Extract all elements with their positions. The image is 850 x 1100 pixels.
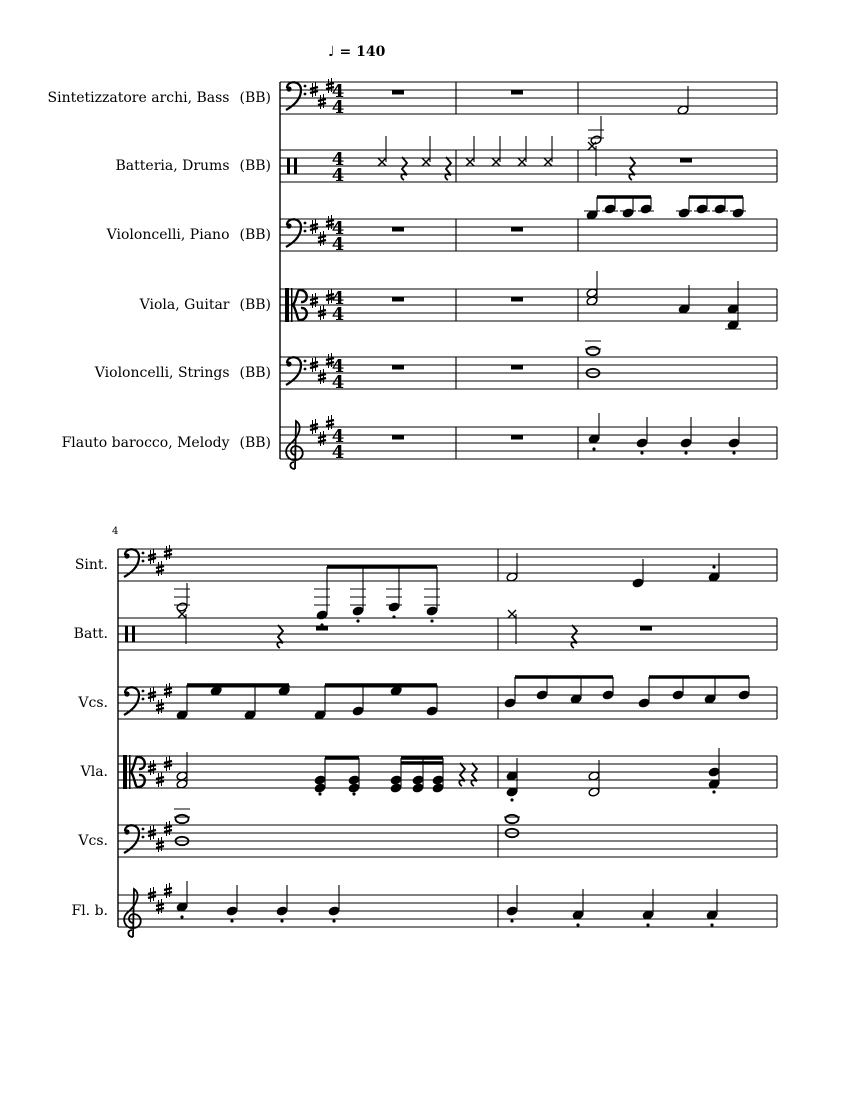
bass-clef-dot	[304, 85, 307, 88]
sharp-icon	[164, 761, 172, 763]
music-notation	[174, 86, 750, 927]
whole-rest	[511, 365, 523, 370]
sharp-icon	[156, 704, 164, 706]
staff-label: Violoncelli, Strings (BB)	[94, 365, 271, 381]
bass-clef-dot	[142, 698, 145, 701]
time-signature-denominator: 4	[331, 165, 345, 186]
bass-clef-icon	[286, 223, 291, 228]
staccato-dot	[712, 565, 715, 568]
sharp-icon	[164, 888, 172, 890]
note-head	[352, 606, 364, 616]
sharp-icon	[148, 834, 156, 836]
staccato-dot	[332, 919, 335, 922]
staccato-dot	[684, 451, 687, 454]
whole-rest	[392, 297, 404, 302]
bass-clef-dot	[304, 222, 307, 225]
sharp-icon	[310, 428, 318, 430]
time-signature-numerator: 4	[331, 81, 345, 102]
staff-label: Flauto barocco, Melody (BB)	[61, 435, 271, 451]
bass-clef-dot	[142, 836, 145, 839]
quarter-rest	[445, 157, 451, 180]
sharp-icon	[310, 424, 318, 426]
staff-label-short: Fl. b.	[71, 903, 108, 919]
bass-clef-icon	[124, 691, 129, 696]
staccato-dot	[430, 619, 433, 622]
whole-rest	[392, 435, 404, 440]
note-head	[672, 690, 684, 700]
sharp-icon	[310, 298, 318, 300]
sharp-icon	[148, 830, 156, 832]
time-signature-denominator: 4	[331, 234, 345, 255]
note-head	[678, 208, 690, 218]
staff-label-short: Sint.	[74, 557, 108, 573]
quarter-rest	[629, 157, 635, 180]
sharp-icon	[148, 769, 156, 771]
sharp-icon	[318, 99, 326, 101]
sharp-icon	[310, 302, 318, 304]
note-head	[348, 775, 360, 785]
quarter-rest	[571, 625, 577, 648]
whole-rest	[392, 227, 404, 232]
note-head	[348, 783, 360, 793]
sharp-icon	[310, 91, 318, 93]
time-signature-denominator: 4	[331, 372, 345, 393]
alto-clef-icon	[293, 290, 307, 305]
time-signature-denominator: 4	[331, 97, 345, 118]
note-head	[728, 438, 740, 448]
staccato-dot	[640, 451, 643, 454]
note-head	[602, 690, 614, 700]
staccato-dot	[180, 915, 183, 918]
staff-label: Batteria, Drums (BB)	[115, 158, 271, 174]
sharp-icon	[310, 362, 318, 364]
note-head	[738, 690, 750, 700]
system2-labels	[71, 557, 108, 919]
note-head	[680, 438, 692, 448]
note-head	[506, 906, 518, 916]
sharp-icon	[164, 892, 172, 894]
sharp-icon	[318, 374, 326, 376]
percussion-clef-icon	[132, 626, 135, 642]
sharp-icon	[164, 830, 172, 832]
note-head	[708, 767, 720, 777]
note-head	[390, 783, 402, 793]
staccato-dot	[576, 923, 579, 926]
staff-label: Violoncelli, Piano (BB)	[106, 227, 271, 243]
note-head	[426, 706, 438, 716]
whole-rest	[392, 365, 404, 370]
percussion-clef-icon	[125, 626, 128, 642]
sharp-icon	[310, 224, 318, 226]
quarter-rest	[277, 625, 283, 648]
staccato-dot	[318, 792, 321, 795]
time-signature-numerator: 4	[331, 288, 345, 309]
note-head	[640, 204, 652, 214]
alto-clef-icon	[131, 757, 145, 772]
treble-clef-icon	[124, 889, 141, 937]
sharp-icon	[156, 781, 164, 783]
sharp-icon	[148, 554, 156, 556]
note-head	[226, 906, 238, 916]
sharp-icon	[148, 765, 156, 767]
note-head	[604, 204, 616, 214]
sharp-icon	[164, 550, 172, 552]
note-head	[412, 783, 424, 793]
staff-label-short: Batt.	[73, 626, 108, 642]
percussion-clef-icon	[294, 158, 297, 174]
sharp-icon	[164, 554, 172, 556]
note-head	[638, 698, 650, 708]
sharp-icon	[156, 777, 164, 779]
system1-labels	[48, 90, 271, 451]
quarter-rest	[471, 763, 477, 786]
sharp-icon	[318, 103, 326, 105]
clefs	[123, 78, 344, 937]
staccato-dot	[280, 919, 283, 922]
staccato-dot	[356, 619, 359, 622]
whole-rest	[511, 90, 523, 95]
alto-clef-icon	[285, 288, 289, 322]
note-head	[390, 775, 402, 785]
sharp-icon	[164, 688, 172, 690]
note-head	[412, 775, 424, 785]
staff-label: Viola, Guitar (BB)	[139, 297, 271, 313]
staccato-dot	[646, 923, 649, 926]
note-head	[328, 906, 340, 916]
note-head	[432, 783, 444, 793]
sharp-icon	[148, 892, 156, 894]
sharp-icon	[156, 708, 164, 710]
time-signature-numerator: 4	[331, 356, 345, 377]
note-head	[352, 706, 364, 716]
staccato-dot	[732, 451, 735, 454]
whole-note	[506, 815, 519, 823]
bass-clef-dot	[142, 552, 145, 555]
time-signature-numerator: 4	[331, 218, 345, 239]
sharp-icon	[148, 896, 156, 898]
time-signature-denominator: 4	[331, 442, 345, 463]
bass-clef-dot	[304, 368, 307, 371]
measure-number: 4	[112, 526, 119, 537]
treble-clef-icon	[286, 421, 303, 469]
sharp-icon	[164, 826, 172, 828]
note-head	[732, 208, 744, 218]
bass-clef-dot	[142, 828, 145, 831]
quarter-rest	[401, 157, 407, 180]
note-head	[504, 698, 516, 708]
staff-lines	[115, 82, 777, 927]
sharp-icon	[326, 420, 334, 422]
sharp-icon	[164, 765, 172, 767]
alto-clef-icon	[293, 305, 307, 320]
staccato-dot	[352, 792, 355, 795]
note-head	[536, 690, 548, 700]
staccato-dot	[592, 447, 595, 450]
sharp-icon	[318, 310, 326, 312]
sharp-icon	[318, 436, 326, 438]
alto-clef-icon	[291, 288, 293, 322]
sharp-icon	[156, 570, 164, 572]
whole-note	[176, 815, 189, 823]
bass-clef-dot	[142, 690, 145, 693]
staccato-dot	[392, 615, 395, 618]
whole-note	[587, 347, 600, 355]
bass-clef-icon	[124, 829, 129, 834]
bass-clef-icon	[124, 553, 129, 558]
sharp-icon	[148, 692, 156, 694]
whole-rest	[511, 297, 523, 302]
staff-label-short: Vcs.	[78, 833, 108, 849]
whole-rest	[680, 158, 692, 163]
alto-clef-icon	[129, 755, 131, 789]
whole-rest	[511, 435, 523, 440]
bass-clef-dot	[304, 93, 307, 96]
sharp-icon	[310, 228, 318, 230]
staff-label-short: Vla.	[80, 764, 108, 780]
note-head	[432, 775, 444, 785]
time-signature-numerator: 4	[331, 426, 345, 447]
time-signature-denominator: 4	[331, 304, 345, 325]
sharp-icon	[318, 378, 326, 380]
note-head	[426, 606, 438, 616]
note-head	[314, 775, 326, 785]
whole-rest	[640, 626, 652, 631]
bass-clef-icon	[286, 86, 291, 91]
sharp-icon	[156, 908, 164, 910]
note-head	[316, 610, 328, 620]
staff-label: Sintetizzatore archi, Bass (BB)	[47, 90, 271, 106]
note-head	[622, 208, 634, 218]
tempo-marking: ♩ = 140	[328, 44, 386, 60]
whole-rest	[316, 626, 328, 631]
sharp-icon	[148, 558, 156, 560]
alto-clef-icon	[123, 755, 127, 789]
sharp-icon	[148, 696, 156, 698]
note-head	[388, 602, 400, 612]
sharp-icon	[156, 566, 164, 568]
note-head	[714, 204, 726, 214]
note-head	[314, 783, 326, 793]
time-signature-numerator: 4	[331, 149, 345, 170]
bass-clef-dot	[304, 230, 307, 233]
staff-label-short: Vcs.	[78, 695, 108, 711]
sharp-icon	[310, 366, 318, 368]
percussion-clef-icon	[287, 158, 290, 174]
note-head	[636, 438, 648, 448]
sharp-icon	[318, 440, 326, 442]
sharp-icon	[156, 904, 164, 906]
staccato-dot	[510, 919, 513, 922]
note-head	[632, 578, 644, 588]
bass-clef-dot	[304, 360, 307, 363]
bass-clef-dot	[142, 560, 145, 563]
whole-rest	[511, 227, 523, 232]
note-head	[276, 906, 288, 916]
alto-clef-icon	[131, 772, 145, 787]
sharp-icon	[156, 842, 164, 844]
sharp-icon	[318, 236, 326, 238]
staccato-dot	[230, 919, 233, 922]
sharp-icon	[318, 314, 326, 316]
sharp-icon	[310, 87, 318, 89]
staccato-dot	[710, 923, 713, 926]
half-note-head	[590, 135, 602, 145]
note-head	[696, 204, 708, 214]
sharp-icon	[156, 846, 164, 848]
quarter-rest	[459, 763, 465, 786]
staccato-dot	[712, 790, 715, 793]
whole-rest	[392, 90, 404, 95]
sharp-icon	[318, 240, 326, 242]
staccato-dot	[510, 798, 513, 801]
bass-clef-icon	[286, 361, 291, 366]
sharp-icon	[164, 692, 172, 694]
